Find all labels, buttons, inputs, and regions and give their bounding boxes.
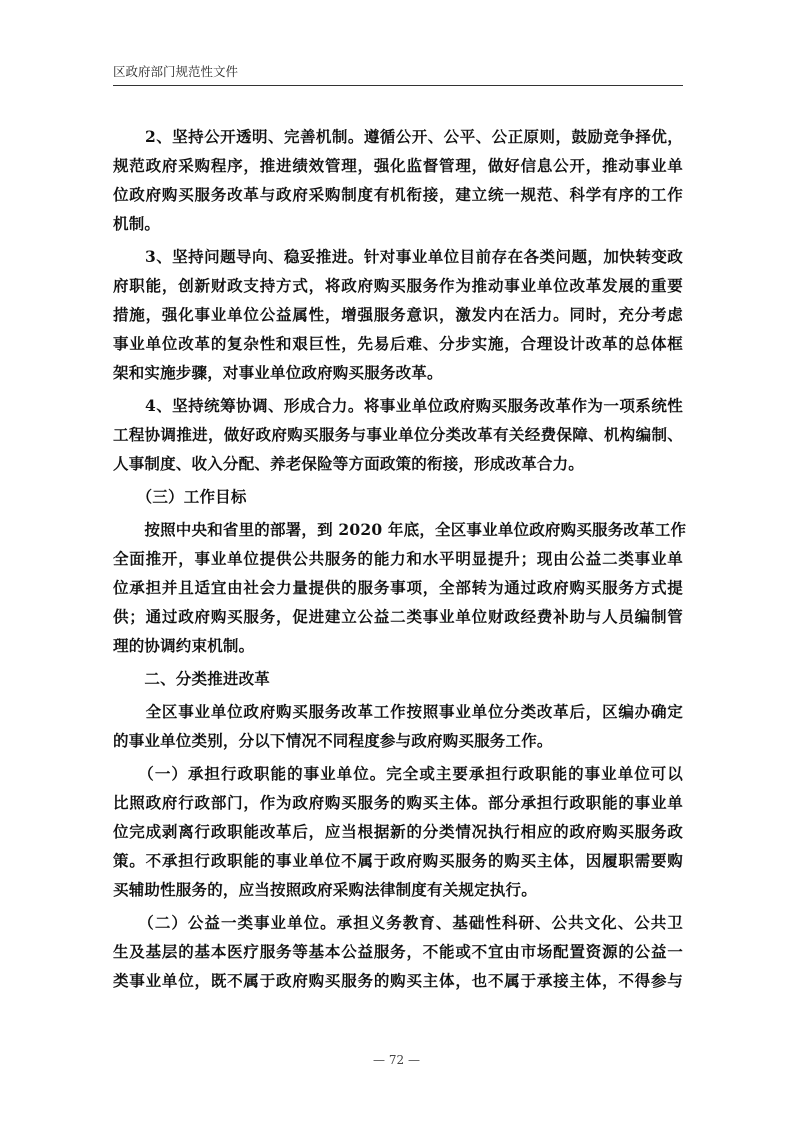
- text-line: 全面推开，事业单位提供公共服务的能力和水平明显提升；现由公益二类事业单: [113, 549, 683, 568]
- text-line: 理的协调约束机制。: [113, 636, 255, 655]
- text-line: 规范政府采购程序，推进绩效管理，强化监督管理，做好信息公开，推动事业单: [113, 156, 683, 175]
- text-line: 策。不承担行政职能的事业单位不属于政府购买服务的购买主体，因履职需要购: [113, 851, 683, 870]
- text-line: （一）承担行政职能的事业单位。完全或主要承担行政职能的事业单位可以: [113, 764, 683, 783]
- text-line: 位完成剥离行政职能改革后，应当根据新的分类情况执行相应的政府购买服务政: [113, 822, 683, 841]
- text-line: 二、分类推进改革: [113, 669, 271, 688]
- text-line: （三）工作目标: [113, 487, 247, 506]
- text-line: 府职能，创新财政支持方式，将政府购买服务作为推动事业单位改革发展的重要: [113, 276, 683, 295]
- text-line: 措施，强化事业单位公益属性，增强服务意识，激发内在活力。同时，充分考虑: [113, 305, 683, 324]
- text-line: 2、坚持公开透明、完善机制。遵循公开、公平、公正原则，鼓励竞争择优，: [113, 127, 683, 146]
- text-line: 类事业单位，既不属于政府购买服务的购买主体，也不属于承接主体，不得参与: [113, 971, 683, 990]
- text-line: 3、坚持问题导向、稳妥推进。针对事业单位目前存在各类问题，加快转变政: [113, 247, 683, 266]
- text-line: （二）公益一类事业单位。承担义务教育、基础性科研、公共文化、公共卫: [113, 913, 683, 932]
- text-line: 位政府购买服务改革与政府采购制度有机衔接，建立统一规范、科学有序的工作: [113, 185, 683, 204]
- text-line: 按照中央和省里的部署，到 2020 年底，全区事业单位政府购买服务改革工作: [113, 520, 687, 539]
- text-line: 的事业单位类别，分以下情况不同程度参与政府购买服务工作。: [113, 731, 553, 750]
- text-line: 买辅助性服务的，应当按照政府采购法律制度有关规定执行。: [113, 880, 537, 899]
- text-line: 全区事业单位政府购买服务改革工作按照事业单位分类改革后，区编办确定: [113, 702, 683, 721]
- page-number: — 72 —: [373, 1053, 420, 1067]
- text-line: 工程协调推进，做好政府购买服务与事业单位分类改革有关经费保障、机构编制、: [113, 425, 683, 444]
- running-header: 区政府部门规范性文件: [113, 62, 683, 86]
- text-line: 生及基层的基本医疗服务等基本公益服务，不能或不宜由市场配置资源的公益一: [113, 942, 683, 961]
- text-line: 人事制度、收入分配、养老保险等方面政策的衔接，形成改革合力。: [113, 454, 585, 473]
- text-line: 比照政府行政部门，作为政府购买服务的购买主体。部分承担行政职能的事业单: [113, 793, 683, 812]
- text-line: 4、坚持统筹协调、形成合力。将事业单位政府购买服务改革作为一项系统性: [113, 396, 683, 415]
- text-line: 架和实施步骤，对事业单位政府购买服务改革。: [113, 363, 443, 382]
- document-body: [113, 122, 687, 995]
- text-line: 供；通过政府购买服务，促进建立公益二类事业单位财政经费补助与人员编制管: [113, 607, 683, 626]
- text-line: 事业单位改革的复杂性和艰巨性，先易后难、分步实施，合理设计改革的总体框: [113, 334, 683, 353]
- text-line: 机制。: [113, 214, 161, 233]
- text-line: 位承担并且适宜由社会力量提供的服务事项，全部转为通过政府购买服务方式提: [113, 578, 683, 597]
